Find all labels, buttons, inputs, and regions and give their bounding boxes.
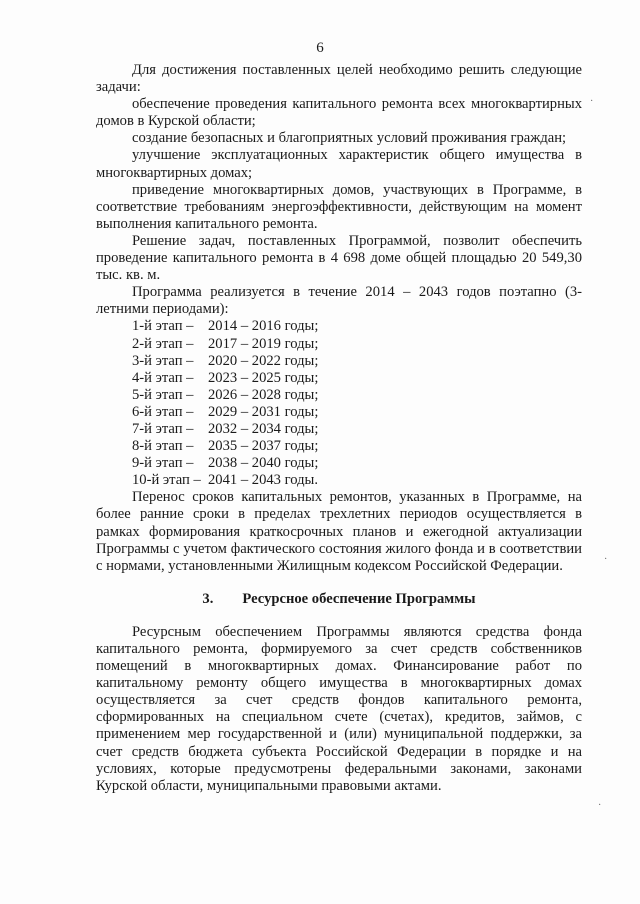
section-heading xyxy=(96,591,582,608)
stage-label: 9-й этап – xyxy=(132,455,194,472)
list-item xyxy=(96,336,582,353)
list-item xyxy=(96,472,582,489)
stages-list xyxy=(96,318,582,489)
list-item xyxy=(96,455,582,472)
stage-label: 10-й этап – xyxy=(132,472,201,489)
section-title: Ресурсное обеспечение Программы xyxy=(242,590,476,607)
paragraph-task-2: создание безопасных и благоприятных условий проживания граждан; xyxy=(132,130,567,147)
stage-label: 2-й этап – xyxy=(132,335,194,352)
stage-years: 2041 – 2043 годы. xyxy=(208,472,318,489)
paragraph-tasks-intro: Для достижения поставленных целей необходимо решить следующие задачи: xyxy=(96,62,582,96)
paragraph-task-3: улучшение эксплуатационных характеристик общего имущества в многоквартирных домах; xyxy=(96,147,582,181)
stage-years: 2017 – 2019 годы; xyxy=(208,335,319,352)
stage-years: 2020 – 2022 годы; xyxy=(208,352,319,369)
list-item xyxy=(96,353,582,370)
list-item xyxy=(96,438,582,455)
stage-years: 2026 – 2028 годы; xyxy=(208,386,319,403)
paragraph-transfer: Перенос сроков капитальных ремонтов, указанных в Программе, на более ранние сроки в пределах трехлетних периодов осуществляется в рамках формирования краткосрочных планов и ежегодной актуализации Программы с учетом фактического состояния жилого фонда и в соответствии с нормами, установленными Жилищным кодексом Российской Федерации. xyxy=(96,489,582,574)
scan-speck: · xyxy=(590,96,594,107)
section-number: 3. xyxy=(202,590,214,607)
scan-speck: · xyxy=(604,554,608,565)
list-item xyxy=(96,370,582,387)
stage-label: 1-й этап – xyxy=(132,318,194,335)
stage-label: 5-й этап – xyxy=(132,386,194,403)
paragraph-program-period: Программа реализуется в течение 2014 – 2043 годов поэтапно (3-летними периодами): xyxy=(96,284,582,318)
stage-label: 8-й этап – xyxy=(132,438,194,455)
list-item xyxy=(96,387,582,404)
stage-years: 2023 – 2025 годы; xyxy=(208,369,319,386)
stage-years: 2029 – 2031 годы; xyxy=(208,403,319,420)
list-item xyxy=(96,404,582,421)
page-content xyxy=(96,62,582,795)
stage-label: 4-й этап – xyxy=(132,369,194,386)
stage-label: 7-й этап – xyxy=(132,420,194,437)
paragraph-task-solution: Решение задач, поставленных Программой, позволит обеспечить проведение капитального ремонта в 4 698 доме общей площадью 20 549,30 тыс. кв. м. xyxy=(96,232,582,284)
scan-speck: · xyxy=(598,800,602,811)
stage-years: 2035 – 2037 годы; xyxy=(208,438,319,455)
paragraph-resources: Ресурсным обеспечением Программы являются средства фонда капитального ремонта, формируемого за счет средств собственников помещений в многоквартирных домах. Финансирование работ по капитальному ремонту общего имущества в многоквартирных домах осуществляется за счет средств фондов капитального ремонта, сформированных на специальном счете (счетах), кредитов, займов, с применением мер государственной и (или) муниципальной поддержки, за счет средств бюджета субъекта Российской Федерации в порядке и на условиях, которые предусмотрены федеральными законами, законами Курской области, муниципальными правовыми актами. xyxy=(96,623,582,794)
stage-years: 2032 – 2034 годы; xyxy=(208,420,319,437)
list-item xyxy=(96,318,582,335)
stage-years: 2014 – 2016 годы; xyxy=(208,318,319,335)
paragraph-task-4: приведение многоквартирных домов, участвующих в Программе, в соответствие требованиям энергоэффективности, действующим на момент выполнения капитального ремонта. xyxy=(96,181,582,232)
list-item xyxy=(96,421,582,438)
stage-years: 2038 – 2040 годы; xyxy=(208,455,319,472)
page-number: 6 xyxy=(316,40,324,56)
stage-label: 6-й этап – xyxy=(132,403,194,420)
stage-label: 3-й этап – xyxy=(132,352,194,369)
paragraph-task-1: обеспечение проведения капитального ремонта всех многоквартирных домов в Курской области; xyxy=(96,96,582,130)
